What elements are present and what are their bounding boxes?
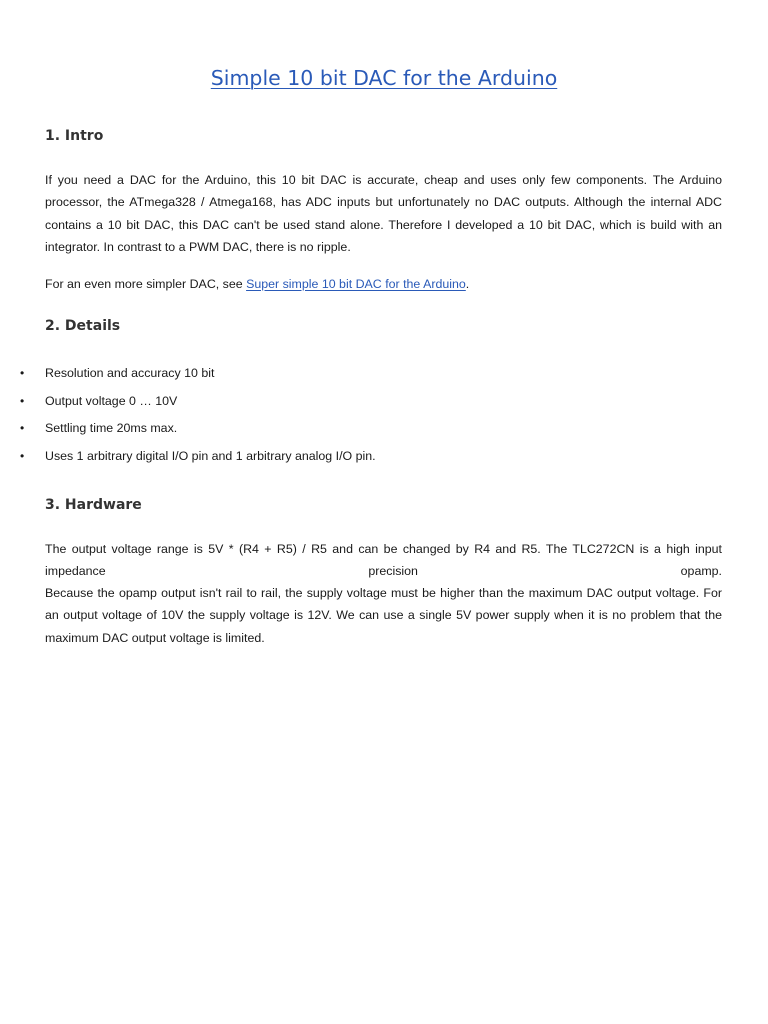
list-item-text: Resolution and accuracy 10 bit <box>45 366 215 380</box>
bullet-icon: • <box>20 421 25 436</box>
list-item <box>0 417 768 445</box>
intro-paragraph: If you need a DAC for the Arduino, this 10 bit DAC is accurate, cheap and uses only few components. The Arduino processor, the ATmega328 / Atmega168, has ADC inputs but unfortunately no DAC outputs. Although the internal ADC contains a 10 bit DAC, this DAC can't be used stand alone. Therefore I developed a 10 bit DAC, which is build with an integrator. In contrast to a PWM DAC, there is no ripple. <box>45 173 722 254</box>
intro-link-prefix: For an even more simpler DAC, see <box>45 277 247 291</box>
hardware-paragraph-2: Because the opamp output isn't rail to rail, the supply voltage must be higher than the maximum DAC output voltage. For an output voltage of 10V the supply voltage is 12V. We can use a single 5V power supply when it is no problem that the maximum DAC output voltage is limited. <box>45 586 722 645</box>
bullet-icon: • <box>20 366 25 380</box>
page-title-text: Simple 10 bit DAC for the Arduino <box>210 66 558 90</box>
intro-link-suffix: . <box>465 277 470 291</box>
bullet-icon: • <box>20 393 25 408</box>
list-item-text: Output voltage 0 … 10V <box>45 393 178 408</box>
list-item-text: Uses 1 arbitrary digital I/O pin and 1 arbitrary analog I/O pin. <box>45 449 376 464</box>
hardware-paragraph-1: The output voltage range is 5V * (R4 + R5) / R5 and can be changed by R4 and R5. The TLC272CN is a high input impedance precision opamp. <box>45 542 722 579</box>
page-title <box>0 62 768 94</box>
intro-link-paragraph <box>45 273 722 295</box>
list-item <box>0 445 768 473</box>
bullet-icon: • <box>20 449 25 464</box>
section-heading-details: 2. Details <box>45 318 121 334</box>
section-heading-intro: 1. Intro <box>45 128 104 144</box>
list-item <box>0 390 768 418</box>
details-list <box>0 362 768 473</box>
super-simple-dac-link[interactable]: Super simple 10 bit DAC for the Arduino <box>246 277 466 291</box>
list-item <box>0 362 768 390</box>
section-heading-hardware: 3. Hardware <box>45 497 142 513</box>
list-item-text: Settling time 20ms max. <box>45 421 178 436</box>
